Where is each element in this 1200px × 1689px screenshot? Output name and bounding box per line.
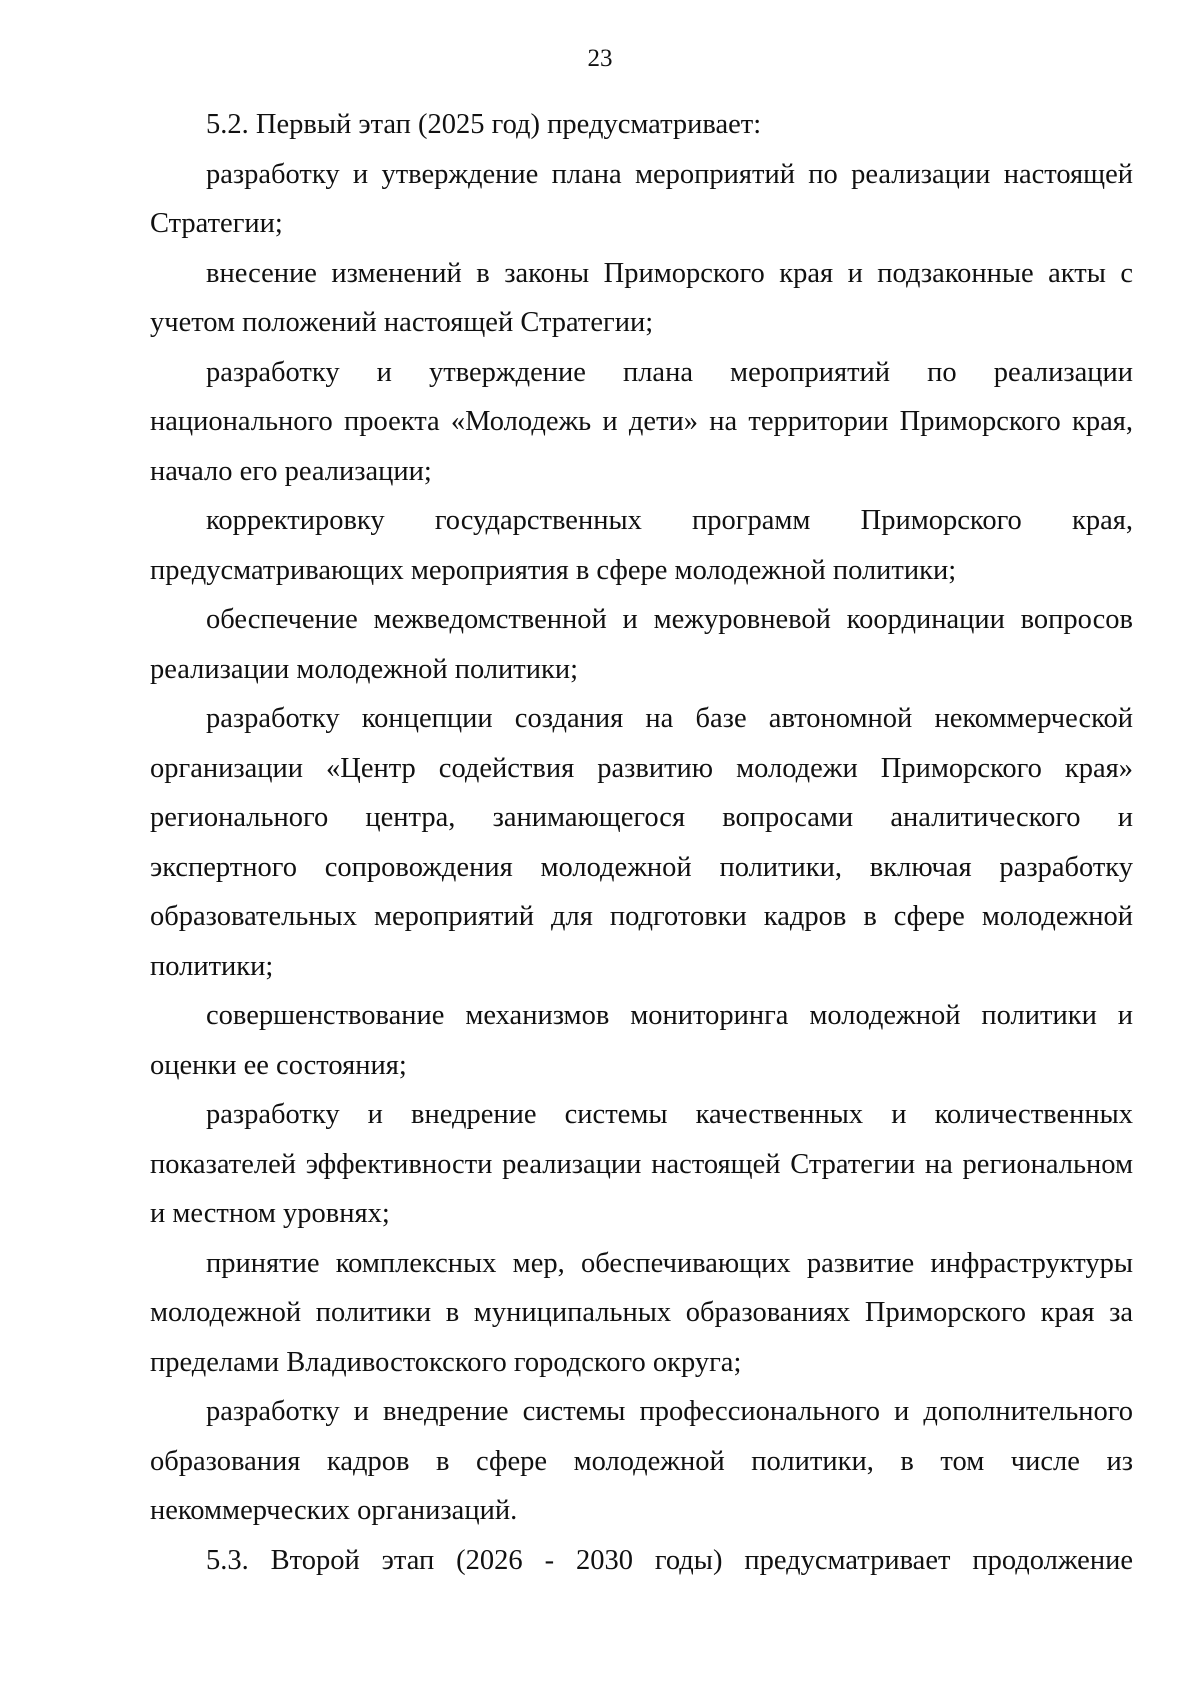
paragraph-section-5-3: 5.3. Второй этап (2026 - 2030 годы) предусматривает продолжение: [206, 1544, 1133, 1576]
paragraph-law-amendments: внесение изменений в законы Приморского края и подзаконные акты с учетом положений настоящей Стратегии;: [150, 257, 1133, 338]
paragraph-performance-indicators: разработку и внедрение системы качественных и количественных показателей эффективности реализации настоящей Стратегии на региональном и местном уровнях;: [150, 1099, 1133, 1229]
paragraph-national-project-plan: разработку и утверждение плана мероприятий по реализации национального проекта «Молодежь и дети» на территории Приморского края, начало его реализации;: [150, 356, 1133, 487]
paragraph-state-programs: корректировку государственных программ Приморского края, предусматривающих мероприятия в сфере молодежной политики;: [150, 505, 1133, 586]
paragraph-action-plan: разработку и утверждение плана мероприятий по реализации настоящей Стратегии;: [150, 158, 1133, 239]
page-number: 23: [587, 45, 613, 72]
paragraph-coordination: обеспечение межведомственной и межуровневой координации вопросов реализации молодежной политики;: [150, 604, 1133, 685]
paragraph-infrastructure: принятие комплексных мер, обеспечивающих развитие инфраструктуры молодежной политики в муниципальных образованиях Приморского края за пределами Владивостокского городского округа;: [150, 1247, 1133, 1378]
paragraph-regional-center-concept: разработку концепции создания на базе автономной некоммерческой организации «Центр содействия развитию молодежи Приморского края» регионального центра, занимающегося вопросами аналитического и экспертного сопровождения молодежной политики, включая разработку образовательных мероприятий для подготовки кадров в сфере молодежной политики;: [150, 703, 1133, 982]
paragraph-monitoring: совершенствование механизмов мониторинга молодежной политики и оценки ее состояния;: [150, 1000, 1133, 1081]
paragraph-staff-education: разработку и внедрение системы профессионального и дополнительного образования кадров в сфере молодежной политики, в том числе из некоммерческих организаций.: [150, 1396, 1133, 1526]
paragraph-section-5-2-heading: 5.2. Первый этап (2025 год) предусматривает:: [206, 109, 762, 140]
document-body: [150, 100, 1133, 1585]
